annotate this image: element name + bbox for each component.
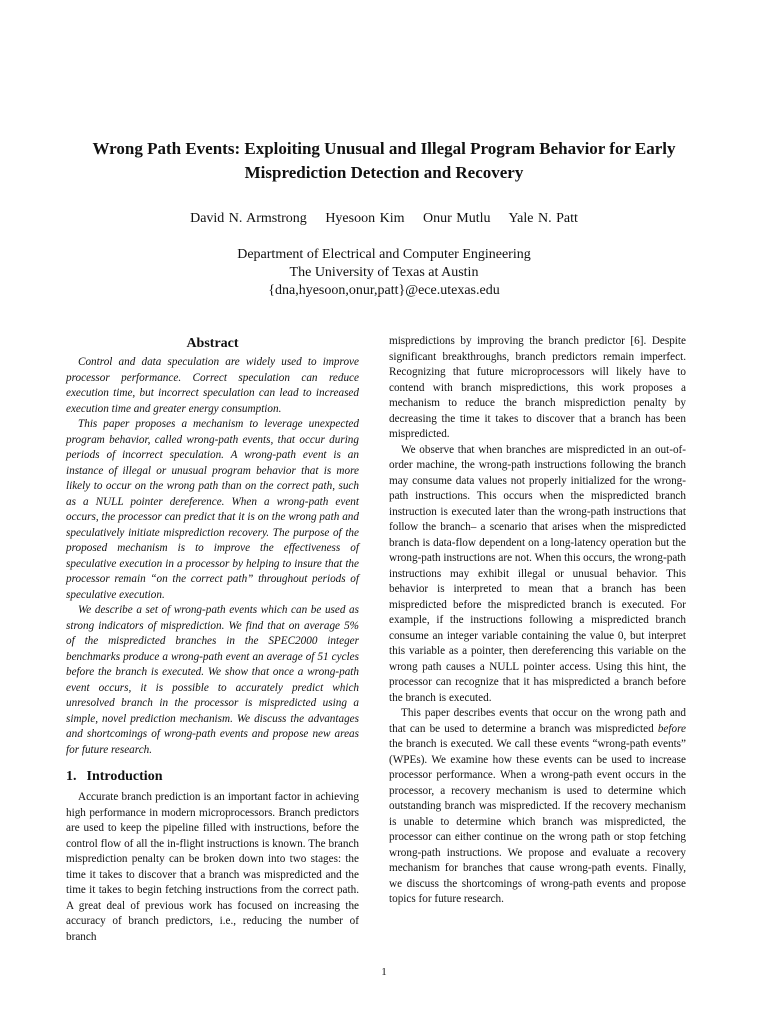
affiliation-department: Department of Electrical and Computer Engineering (237, 247, 531, 262)
intro-paragraph-continued: mispredictions by improving the branch predictor [6]. Despite significant breakthroughs, branch predictors remain imperfect. Recognizing that future microprocessors will likely have to contend with branch mispredictions, this work proposes a mechanism to reduce the branch misprediction penalty by decreasing the time it takes to discover that a branch has been mispredicted. (389, 335, 686, 440)
author-emails: {dna,hyesoon,onur,patt}@ece.utexas.edu (268, 283, 500, 298)
abstract-paragraph: Control and data speculation are widely used to improve processor performance. Correct speculation can reduce execution time, but incorrect speculation can lead to increased execution time and greater energy consumption. (66, 356, 359, 415)
abstract-paragraph: We describe a set of wrong-path events which can be used as strong indicators of misprediction. We find that on average 5% of the mispredicted branches in the SPEC2000 integer benchmarks produce a wrong-path event an average of 51 cycles before the branch is executed. We show that once a wrong-path event occurs, it is possible to accurately predict which unresolved branch in the processor is mispredicted using a simple, novel prediction mechanism. We discuss the advantages and shortcomings of wrong-path events and propose new areas for future research. (66, 604, 359, 756)
affiliation (40, 246, 728, 300)
abstract-heading: Abstract (186, 336, 239, 351)
intro-paragraph: We observe that when branches are mispredicted in an out-of-order machine, the wrong-path instructions following the branch may consume data values not properly initialized for the wrong-path instructions. This occurs when the mispredicted branch instruction is executed later than the wrong-path instructions that follow the branch– a scenario that arises when the mispredicted branch is data-flow dependent on a long-latency operation but the wrong-path instructions are not. When this occurs, the wrong-path instructions may exhibit illegal or unusual behavior. This behavior is interpreted to mean that a branch has been mispredicted before the mispredicted branch is executed. For example, if the instructions following a mispredicted branch consume an integer variable containing the value 0, but interpret this variable as a pointer, then dereferencing this variable on the wrong path causes a NULL pointer access. Using this hint, the processor can recognize that it has mispredicted a branch before the branch is executed. (389, 443, 686, 704)
title-line-1: Wrong Path Events: Exploiting Unusual and Illegal Program Behavior for Early (92, 139, 676, 158)
paragraph-text: the branch is executed. We call these events “wrong-path events” (WPEs). We examine how these events can be used to increase processor performance. When a wrong-path event occurs in the processor, a recovery mechanism is used to determine which outstanding branch was mispredicted. If the recovery mechanism is unable to determine which branch was mispredicted, the processor can either continue on the wrong path or stop fetching wrong-path instructions. We propose and evaluate a recovery mechanism for branches that cause wrong-path events. Finally, we discuss the shortcomings of wrong-path events and propose topics for future research. (389, 738, 686, 905)
page-number: 1 (381, 966, 387, 978)
section-title: Introduction (86, 769, 163, 784)
abstract-paragraph: This paper proposes a mechanism to leverage unexpected program behavior, called wrong-path events, that occur during periods of incorrect speculation. A wrong-path event is an instance of illegal or unusual program behavior that is more likely to occur on the wrong path than on the correct path, such as a NULL pointer dereference. When a wrong-path event occurs, the processor can predict that it is on the wrong path and speculatively initiate misprediction recovery. The purpose of the proposed mechanism is to improve the effectiveness of speculative execution in a processor by helping to insure that the processor remain “on the correct path” throughout periods of speculative execution. (66, 418, 359, 601)
paragraph-text: This paper describes events that occur on the wrong path and that can be used to determine a branch was mispredicted (389, 707, 686, 735)
title-line-2: Misprediction Detection and Recovery (244, 163, 524, 182)
author-name: Yale N. Patt (508, 211, 578, 226)
left-column (66, 336, 359, 945)
paper-title (40, 137, 728, 185)
affiliation-university: The University of Texas at Austin (289, 265, 479, 280)
intro-paragraph (389, 706, 686, 908)
right-column (389, 334, 686, 908)
section-number: 1. (66, 769, 77, 784)
author-name: David N. Armstrong (190, 211, 307, 226)
author-name: Hyesoon Kim (325, 211, 405, 226)
intro-paragraph: Accurate branch prediction is an important factor in achieving high performance in modern microprocessors. Branch predictors are used to keep the pipeline filled with instructions, before the control flow of all the in-flight instructions is known. The branch misprediction penalty can be broken down into two stages: the time it takes to discover that a branch was mispredicted and the time it takes to begin fetching instructions from the correct path. A great deal of previous work has focused on increasing the accuracy of branch predictors, i.e., reducing the number of branch (66, 791, 359, 943)
author-list (40, 210, 728, 228)
emphasis-text: before (657, 722, 686, 735)
introduction-heading (66, 768, 359, 786)
author-name: Onur Mutlu (422, 211, 491, 226)
abstract-section (66, 336, 359, 758)
